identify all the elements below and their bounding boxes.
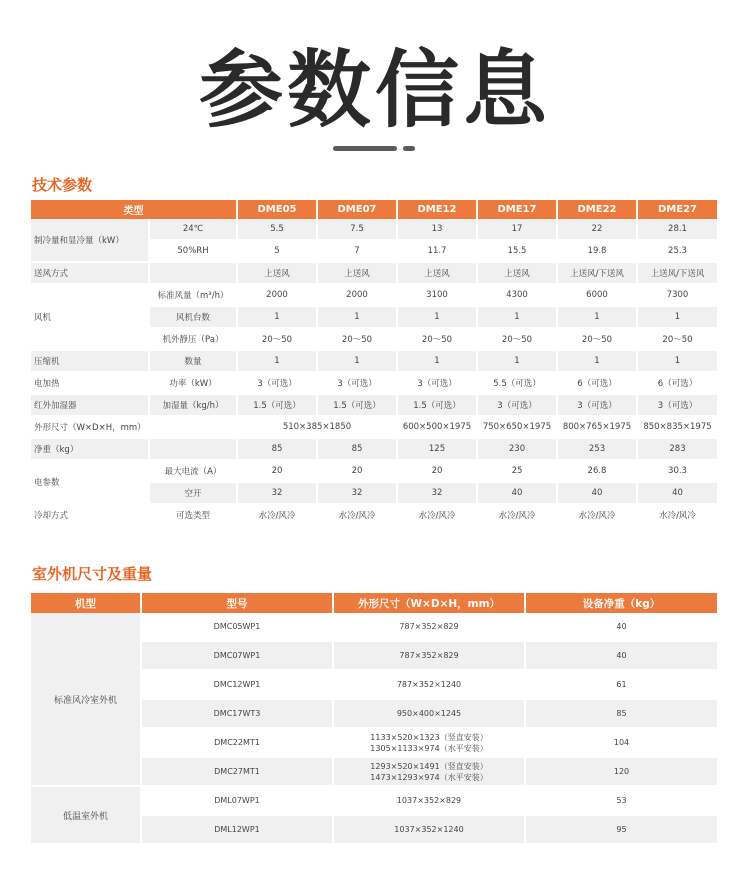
table-cell: 上送风/下送风: [637, 262, 717, 284]
table-cell: 7300: [637, 284, 717, 306]
table-cell: 85: [237, 438, 317, 460]
row-category: 电参数: [31, 460, 149, 504]
table-cell: 17: [477, 219, 557, 240]
table-row: [31, 460, 717, 482]
table-cell: 95: [525, 815, 717, 844]
table-cell: 6（可选）: [637, 372, 717, 394]
table-cell: 水冷/风冷: [557, 504, 637, 526]
tech-header-row: [31, 200, 717, 219]
dims-line: 1473×1293×974（水平安装）: [370, 772, 488, 782]
table-cell: 20〜50: [637, 328, 717, 350]
dims-line: 1293×520×1491（竖直安装）: [370, 761, 488, 771]
unit-group-label: 低温室外机: [31, 786, 141, 844]
row-subcategory: [149, 416, 237, 438]
table-cell: 1: [477, 306, 557, 328]
table-cell: 20: [237, 460, 317, 482]
row-subcategory: [149, 262, 237, 284]
table-cell: 1: [317, 306, 397, 328]
row-subcategory: 机外静压（Pa）: [149, 328, 237, 350]
page-title: 参数信息: [198, 41, 551, 139]
table-cell: 85: [317, 438, 397, 460]
model-header: DME12: [397, 200, 477, 219]
table-cell: 20〜50: [397, 328, 477, 350]
table-cell: 1: [557, 306, 637, 328]
row-category: 外形尺寸（W×D×H，mm）: [31, 416, 149, 438]
outdoor-header-row: [31, 593, 717, 613]
table-cell: 水冷/风冷: [397, 504, 477, 526]
table-cell: 6（可选）: [557, 372, 637, 394]
table-cell: DMC05WP1: [141, 613, 333, 641]
table-cell: 1: [397, 306, 477, 328]
table-cell: 800×765×1975: [557, 416, 637, 438]
table-cell: DMC12WP1: [141, 670, 333, 699]
table-cell: 283: [637, 438, 717, 460]
table-cell: 32: [397, 482, 477, 504]
table-cell: 上送风: [477, 262, 557, 284]
column-header: 机型: [31, 593, 141, 613]
outdoor-unit-table: [31, 593, 717, 845]
row-subcategory: [149, 438, 237, 460]
table-cell: 25: [477, 460, 557, 482]
table-cell: 1: [637, 306, 717, 328]
table-cell: 3（可选）: [397, 372, 477, 394]
dims-line: 1133×520×1323（竖直安装）: [370, 732, 488, 742]
table-cell: 120: [525, 757, 717, 786]
table-cell: 40: [525, 613, 717, 641]
table-cell: 850×835×1975: [637, 416, 717, 438]
table-cell: 40: [637, 482, 717, 504]
table-cell: 3（可选）: [237, 372, 317, 394]
table-cell: DML07WP1: [141, 786, 333, 815]
table-cell: 1.5（可选）: [397, 394, 477, 416]
table-cell: 水冷/风冷: [637, 504, 717, 526]
title-underline-short: [403, 146, 415, 151]
table-cell: 30.3: [637, 460, 717, 482]
table-row: [31, 394, 717, 416]
table-cell: DMC07WP1: [141, 641, 333, 670]
table-cell: 600×500×1975: [397, 416, 477, 438]
table-cell: 26.8: [557, 460, 637, 482]
table-row: [31, 262, 717, 284]
table-cell: 水冷/风冷: [477, 504, 557, 526]
row-subcategory: 24℃: [149, 219, 237, 240]
table-cell: 20〜50: [237, 328, 317, 350]
row-category: 压缩机: [31, 350, 149, 372]
table-cell: 1.5（可选）: [317, 394, 397, 416]
table-cell: DMC17WT3: [141, 699, 333, 728]
model-header: DME07: [317, 200, 397, 219]
dims-line: 1305×1133×974（水平安装）: [370, 743, 488, 753]
tech-spec-table: [31, 200, 717, 527]
table-cell: 1: [237, 350, 317, 372]
table-cell: 40: [557, 482, 637, 504]
table-cell: 6000: [557, 284, 637, 306]
table-cell: 20〜50: [477, 328, 557, 350]
table-cell: 1.5（可选）: [237, 394, 317, 416]
row-subcategory: 最大电流（A）: [149, 460, 237, 482]
table-cell: 787×352×829: [333, 613, 525, 641]
table-cell: 1037×352×829: [333, 786, 525, 815]
row-subcategory: 功率（kW）: [149, 372, 237, 394]
table-cell: DMC22MT1: [141, 728, 333, 757]
table-cell: 13: [397, 219, 477, 240]
table-cell: 7: [317, 240, 397, 262]
table-cell: 20: [397, 460, 477, 482]
table-cell: 40: [477, 482, 557, 504]
row-subcategory: 标准风量（m³/h）: [149, 284, 237, 306]
table-cell: 1: [637, 350, 717, 372]
table-cell: 32: [317, 482, 397, 504]
table-cell: 1: [317, 350, 397, 372]
table-cell: 7.5: [317, 219, 397, 240]
table-cell: 1: [557, 350, 637, 372]
table-cell: 2000: [237, 284, 317, 306]
row-category: 红外加湿器: [31, 394, 149, 416]
table-cell: 水冷/风冷: [317, 504, 397, 526]
table-cell: 5: [237, 240, 317, 262]
table-cell: DMC27MT1: [141, 757, 333, 786]
row-subcategory: 空开: [149, 482, 237, 504]
table-row: [31, 613, 717, 641]
table-cell: 5.5（可选）: [477, 372, 557, 394]
title-underline-long: [333, 146, 397, 151]
table-cell: 上送风/下送风: [557, 262, 637, 284]
row-category: 送风方式: [31, 262, 149, 284]
row-subcategory: 加湿量（kg/h）: [149, 394, 237, 416]
table-row: [31, 438, 717, 460]
type-header: 类型: [31, 200, 237, 219]
row-subcategory: 可选类型: [149, 504, 237, 526]
table-row: [31, 219, 717, 240]
table-cell: 3（可选）: [477, 394, 557, 416]
row-category: 冷却方式: [31, 504, 149, 526]
table-cell: 11.7: [397, 240, 477, 262]
table-cell: 上送风: [237, 262, 317, 284]
table-cell: 15.5: [477, 240, 557, 262]
table-cell: 20〜50: [317, 328, 397, 350]
table-row: [31, 786, 717, 815]
table-cell: 28.1: [637, 219, 717, 240]
outdoor-section-title: 室外机尺寸及重量: [32, 565, 153, 583]
table-cell: 61: [525, 670, 717, 699]
table-cell: 2000: [317, 284, 397, 306]
row-subcategory: 风机台数: [149, 306, 237, 328]
table-cell: 53: [525, 786, 717, 815]
row-subcategory: 数量: [149, 350, 237, 372]
table-cell: 1: [397, 350, 477, 372]
table-cell: 787×352×829: [333, 641, 525, 670]
column-header: 型号: [141, 593, 333, 613]
table-cell: 20: [317, 460, 397, 482]
table-cell-dims: [333, 757, 525, 786]
table-cell: 3（可选）: [557, 394, 637, 416]
table-cell: 5.5: [237, 219, 317, 240]
table-cell: 1037×352×1240: [333, 815, 525, 844]
table-cell: 4300: [477, 284, 557, 306]
table-cell: 1: [477, 350, 557, 372]
table-cell: 40: [525, 641, 717, 670]
table-row: [31, 416, 717, 438]
table-cell: 上送风: [317, 262, 397, 284]
row-category: 电加热: [31, 372, 149, 394]
table-cell: 1: [237, 306, 317, 328]
model-header: DME22: [557, 200, 637, 219]
table-cell: DML12WP1: [141, 815, 333, 844]
table-cell: 上送风: [397, 262, 477, 284]
table-cell: 32: [237, 482, 317, 504]
table-cell: 230: [477, 438, 557, 460]
table-cell: 20〜50: [557, 328, 637, 350]
unit-group-label: 标准风冷室外机: [31, 613, 141, 786]
table-cell: 125: [397, 438, 477, 460]
table-cell: 水冷/风冷: [237, 504, 317, 526]
column-header: 外形尺寸（W×D×H，mm）: [333, 593, 525, 613]
table-cell: 25.3: [637, 240, 717, 262]
table-cell: 85: [525, 699, 717, 728]
table-row: [31, 504, 717, 526]
table-cell: 22: [557, 219, 637, 240]
table-row: [31, 372, 717, 394]
table-row: [31, 284, 717, 306]
table-cell-merged: 510×385×1850: [237, 416, 397, 438]
row-subcategory: 50%RH: [149, 240, 237, 262]
model-header: DME27: [637, 200, 717, 219]
table-cell: 3（可选）: [637, 394, 717, 416]
table-cell: 950×400×1245: [333, 699, 525, 728]
table-cell: 3100: [397, 284, 477, 306]
model-header: DME17: [477, 200, 557, 219]
tech-section-title: 技术参数: [32, 176, 93, 194]
table-cell: 787×352×1240: [333, 670, 525, 699]
table-cell: 750×650×1975: [477, 416, 557, 438]
table-cell: 104: [525, 728, 717, 757]
table-cell: 19.8: [557, 240, 637, 262]
table-row: [31, 350, 717, 372]
row-category: 制冷量和显冷量（kW）: [31, 219, 149, 262]
column-header: 设备净重（kg）: [525, 593, 717, 613]
row-category: 净重（kg）: [31, 438, 149, 460]
model-header: DME05: [237, 200, 317, 219]
row-category: 风机: [31, 284, 149, 350]
table-cell: 253: [557, 438, 637, 460]
table-cell: 3（可选）: [317, 372, 397, 394]
table-cell-dims: [333, 728, 525, 757]
